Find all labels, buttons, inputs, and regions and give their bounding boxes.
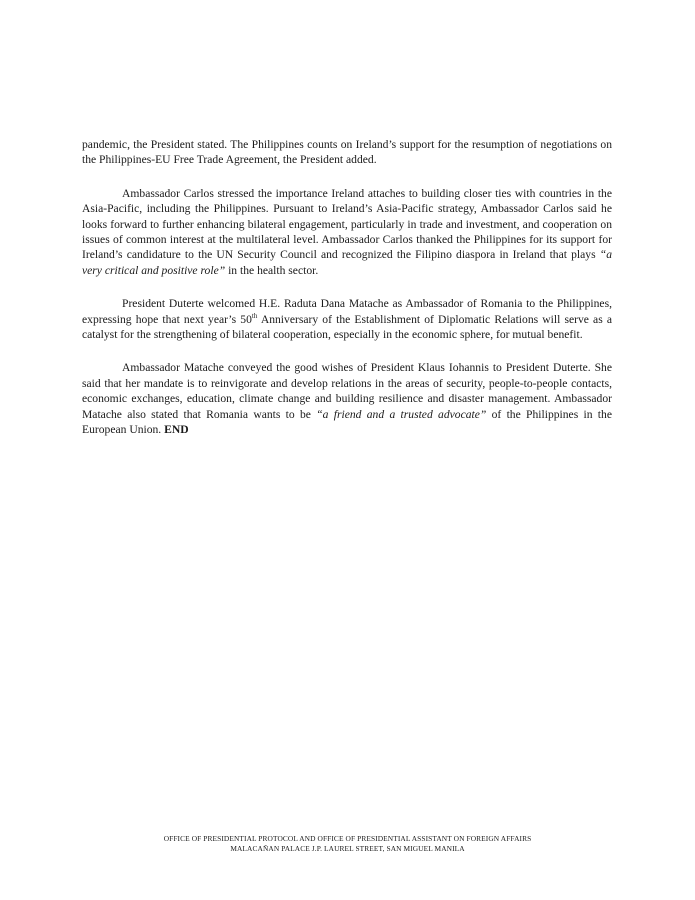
paragraph-pandemic-fta [82, 137, 612, 168]
footer-office-line: OFFICE OF PRESIDENTIAL PROTOCOL AND OFFICE OF PRESIDENTIAL ASSISTANT ON FOREIGN AFFAIRS [163, 834, 532, 843]
paragraph-text: Ambassador Carlos stressed the importance Ireland attaches to building closer ties with countries in the Asia-Pacific, including the Philippines. Pursuant to Ireland’s Asia-Pacific strategy, Ambassador Carlos said he looks forward to further enhancing bilateral engagement, particularly in trade and investment, and cooperation on issues of common interest at the multilateral level. Ambassador Carlos thanked the Philippines for its support for Ireland’s candidature to the UN Security Council and recognized the Filipino diaspora in Ireland that plays [82, 186, 612, 262]
paragraph-text: Ambassador Matache conveyed the good wishes of President Klaus Iohannis to President Duterte. She said that her mandate is to reinvigorate and develop relations in the areas of security, people-to-people contacts, economic exchanges, education, climate change and building resilience and disaster management. Ambassador Matache also stated that Romania wants to be [82, 361, 612, 421]
quoted-phrase: “a friend and a trusted advocate” [316, 407, 487, 421]
paragraph-text-end: of the Philippines in the European Union. [82, 407, 612, 437]
paragraph-text-end: Anniversary of the Establishment of Diplomatic Relations will serve as a catalyst for the strengthening of bilateral cooperation, especially in the economic sphere, for mutual benefit. [82, 312, 612, 342]
paragraph-text: pandemic, the President stated. The Philippines counts on Ireland’s support for the resumption of negotiations on the Philippines-EU Free Trade Agreement, the President added. [82, 138, 612, 167]
paragraph-ambassador-matache [82, 360, 612, 437]
paragraph-romania-welcome [82, 296, 612, 342]
paragraph-ambassador-carlos [82, 186, 612, 278]
quoted-phrase: “a very critical and positive role” [82, 248, 612, 277]
end-mark: END [164, 423, 189, 437]
footer-address-line: MALACAÑAN PALACE J.P. LAUREL STREET, SAN MIGUEL MANILA [230, 844, 465, 853]
page-footer [0, 834, 695, 854]
paragraph-text-end: in the health sector. [225, 263, 319, 277]
document-body [82, 137, 612, 456]
paragraph-text: President Duterte welcomed H.E. Raduta Dana Matache as Ambassador of Romania to the Philippines, expressing hope that next year’s 50 [82, 297, 612, 326]
ordinal-superscript: th [251, 311, 258, 320]
